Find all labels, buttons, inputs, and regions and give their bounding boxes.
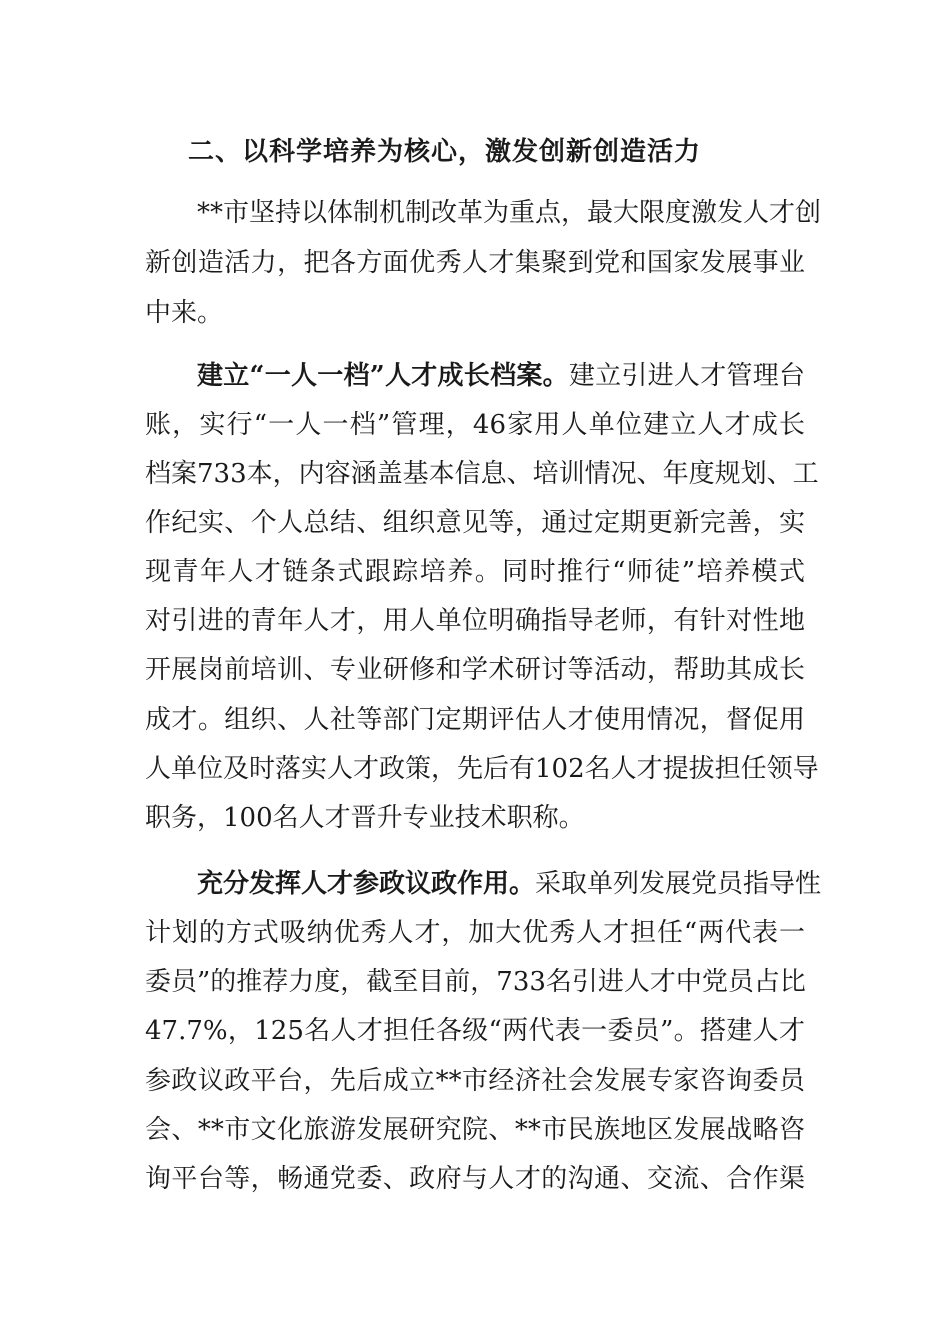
para2-lead-text: 采取单列发展党员指导性 [535, 869, 822, 899]
para1-lead-text: 建立引进人才管理台 [568, 361, 805, 391]
para2-line: 参政议政平台，先后成立**市经济社会发展专家咨询委员 [145, 1066, 805, 1096]
para1-line: 档案733本，内容涵盖基本信息、培训情况、年度规划、工 [145, 459, 819, 489]
para1-line: 职务，100名人才晋升专业技术职称。 [145, 803, 585, 833]
para2-line: 委员”的推荐力度，截至目前，733名引进人才中党员占比 [145, 967, 806, 997]
para1-line: 开展岗前培训、专业研修和学术研讨等活动，帮助其成长 [145, 655, 805, 685]
para1-line: 账，实行“一人一档”管理，46家用人单位建立人才成长 [145, 410, 805, 440]
intro-line-3: 中来。 [145, 298, 224, 328]
para2-line: 会、**市文化旅游发展研究院、**市民族地区发展战略咨 [145, 1115, 805, 1145]
para1-first-line [197, 351, 805, 401]
para2-first-line [197, 859, 822, 909]
para2-line: 47.7%，125名人才担任各级“两代表一委员”。搭建人才 [145, 1016, 805, 1046]
para2-line: 计划的方式吸纳优秀人才，加大优秀人才担任“两代表一 [145, 918, 805, 948]
section-heading: 二、以科学培养为核心，激发创新创造活力 [188, 137, 702, 167]
para1-line: 成才。组织、人社等部门定期评估人才使用情况，督促用 [145, 705, 805, 735]
para1-line: 人单位及时落实人才政策，先后有102名人才提拔担任领导 [145, 754, 819, 784]
intro-line-1: **市坚持以体制机制改革为重点，最大限度激发人才创 [197, 198, 822, 228]
para1-line: 作纪实、个人总结、组织意见等，通过定期更新完善，实 [145, 508, 805, 538]
intro-line-2: 新创造活力，把各方面优秀人才集聚到党和国家发展事业 [145, 248, 805, 278]
para2-lead-title: 充分发挥人才参政议政作用。 [197, 869, 536, 899]
para1-lead-title: 建立“一人一档”人才成长档案。 [197, 361, 569, 391]
para2-line: 询平台等，畅通党委、政府与人才的沟通、交流、合作渠 [145, 1164, 805, 1194]
para1-line: 现青年人才链条式跟踪培养。同时推行“师徒”培养模式 [145, 557, 805, 587]
para1-line: 对引进的青年人才，用人单位明确指导老师，有针对性地 [145, 606, 805, 636]
